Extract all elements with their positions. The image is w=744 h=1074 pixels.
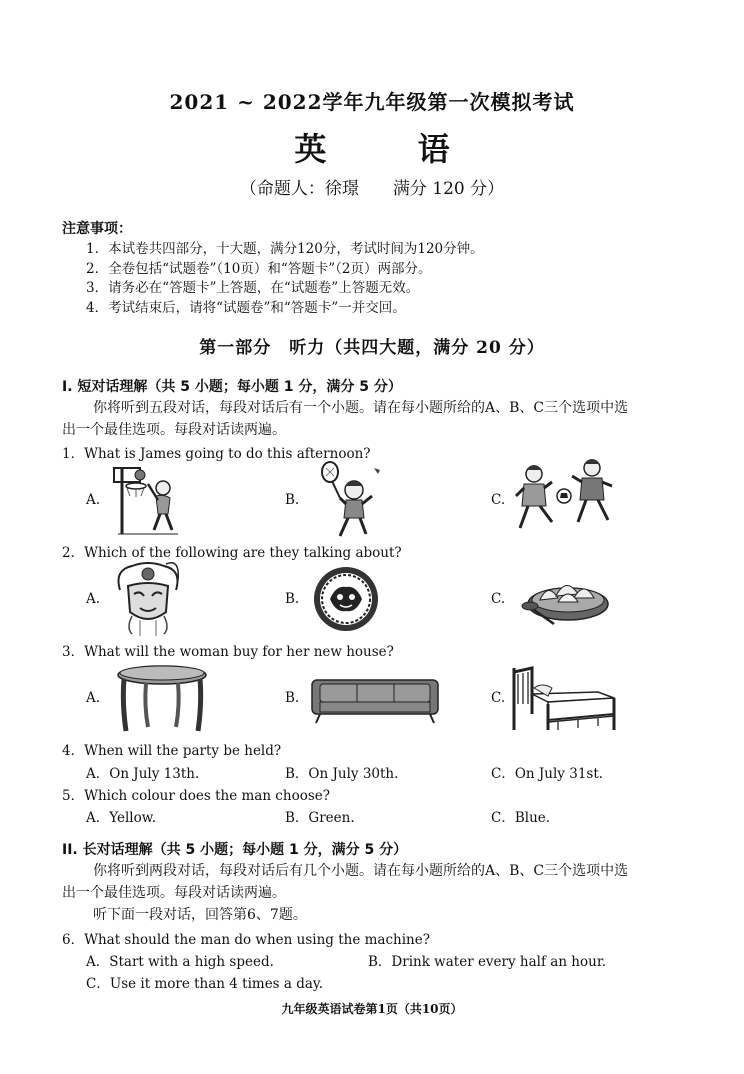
soccer-players-icon — [512, 456, 616, 540]
option-a: A．On July 13th. — [86, 766, 200, 782]
option-c: C．On July 31st. — [491, 766, 604, 782]
author-line: （命题人：徐璟 满分 120 分） — [239, 179, 505, 199]
question-2: 2．Which of the following are they talking about? — [62, 545, 402, 561]
option-b: B. — [285, 492, 300, 508]
question-4: 4．When will the party be held? — [62, 743, 282, 759]
option-b: B．On July 30th. — [285, 766, 399, 782]
question-5: 5．Which colour does the man choose? — [62, 788, 330, 804]
bed-icon — [508, 664, 620, 732]
option-a: A. — [86, 690, 101, 706]
page-footer: 九年级英语试卷第1页（共10页） — [281, 1002, 463, 1016]
dumplings-icon — [516, 568, 616, 626]
option-b: B. — [285, 690, 300, 706]
option-b: B．Green. — [285, 810, 355, 826]
option-a: A．Yellow. — [86, 810, 156, 826]
basketball-player-icon — [108, 462, 188, 540]
option-a: A. — [86, 591, 101, 607]
table-icon — [116, 663, 208, 735]
instruction-line: 你将听到五段对话，每段对话后有一个小题。请在每小题所给的A、B、C三个选项中选 — [93, 400, 629, 416]
instruction-line: 你将听到两段对话，每段对话后有几个小题。请在每小题所给的A、B、C三个选项中选 — [93, 863, 629, 879]
notes-list — [86, 240, 484, 318]
instruction-line: 听下面一段对话，回答第6、7题。 — [93, 907, 307, 923]
option-c: C. — [491, 591, 506, 607]
paper-cutting-icon — [312, 565, 380, 633]
question-1: 1．What is James going to do this afternoon? — [62, 446, 371, 462]
sofa-icon — [310, 676, 440, 724]
question-6: 6．What should the man do when using the machine? — [62, 932, 430, 948]
part1-title: 第一部分 听力（共四大题，满分 20 分） — [199, 338, 545, 358]
option-a: A．Start with a high speed. — [86, 954, 274, 970]
option-c: C．Blue. — [491, 810, 551, 826]
question-3: 3．What will the woman buy for her new house? — [62, 644, 394, 660]
option-c: C．Use it more than 4 times a day. — [86, 976, 324, 992]
notes-heading: 注意事项： — [62, 221, 132, 237]
option-b: B. — [285, 591, 300, 607]
option-c: C. — [491, 690, 506, 706]
notes-item: 1．本试卷共四部分，十大题，满分120分，考试时间为120分钟。 — [86, 241, 484, 257]
section1-instruction — [62, 397, 692, 441]
section2-heading: II. 长对话理解（共 5 小题；每小题 1 分，满分 5 分） — [62, 842, 408, 858]
option-c: C. — [491, 492, 506, 508]
notes-item: 2．全卷包括“试题卷”（10页）和“答题卡”（2页）两部分。 — [86, 260, 432, 277]
section1-heading: I. 短对话理解（共 5 小题；每小题 1 分，满分 5 分） — [62, 379, 402, 395]
section2-instruction — [62, 860, 692, 926]
notes-item: 4．考试结束后，请将“试题卷”和“答题卡”一并交回。 — [86, 299, 406, 316]
exam-title: 2021 ~ 2022学年九年级第一次模拟考试 — [169, 90, 575, 114]
option-a: A. — [86, 492, 101, 508]
badminton-player-icon — [312, 460, 392, 540]
subject-title: 英 语 — [294, 130, 490, 168]
notes-item: 3．请务必在“答题卡”上答题，在“试题卷”上答题无效。 — [86, 280, 420, 296]
instruction-line: 出一个最佳选项。每段对话读两遍。 — [62, 422, 286, 438]
instruction-line: 出一个最佳选项。每段对话读两遍。 — [62, 885, 286, 901]
opera-mask-icon — [110, 560, 186, 638]
option-b: B．Drink water every half an hour. — [368, 954, 607, 970]
